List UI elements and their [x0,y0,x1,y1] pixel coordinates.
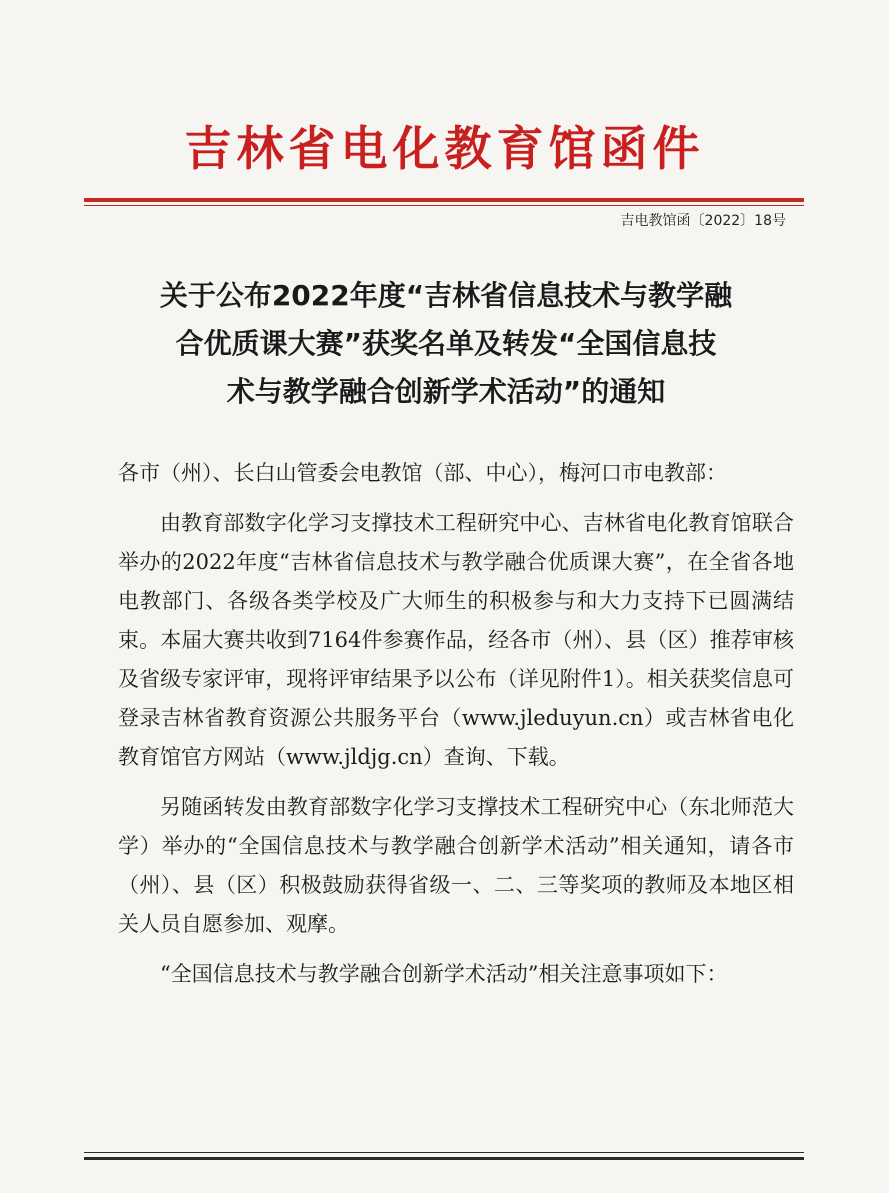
notice-body [118,454,794,1005]
notice-title [90,272,802,416]
header-rule-thin [84,205,804,206]
body-paragraph-1: 由教育部数字化学习支撑技术工程研究中心、吉林省电化教育馆联合举办的2022年度“吉林省信息技术与教学融合优质课大赛”，在全省各地电教部门、各级各类学校及广大师生的积极参与和大力支持下已圆满结束。本届大赛共收到7164件参赛作品，经各市（州）、县（区）推荐审核及省级专家评审，现将评审结果予以公布（详见附件1）。相关获奖信息可登录吉林省教育资源公共服务平台（www.jleduyun.cn）或吉林省电化教育馆官方网站（www.jldjg.cn）查询、下载。 [118,511,794,769]
title-line-1: 关于公布2022年度“吉林省信息技术与教学融 [159,279,733,312]
document-number: 吉电教馆函〔2022〕18号 [620,213,786,229]
body-paragraph-3: “全国信息技术与教学融合创新学术活动”相关注意事项如下： [160,962,728,986]
footer-rule-thick [84,1157,804,1160]
title-line-3: 术与教学融合创新学术活动”的通知 [226,375,666,408]
salutation: 各市（州）、长白山管委会电教馆（部、中心），梅河口市电教部： [118,461,727,485]
body-paragraph-2: 另随函转发由教育部数字化学习支撑技术工程研究中心（东北师范大学）举办的“全国信息技术与教学融合创新学术活动”相关通知，请各市（州）、县（区）积极鼓励获得省级一、二、三等奖项的教师及本地区相关人员自愿参加、观摩。 [118,795,794,936]
title-line-2: 合优质课大赛”获奖名单及转发“全国信息技 [175,327,717,360]
footer-rule-thin [84,1152,804,1153]
header-rule-thick [84,198,804,202]
letterhead-title: 吉林省电化教育馆函件 [184,122,705,177]
